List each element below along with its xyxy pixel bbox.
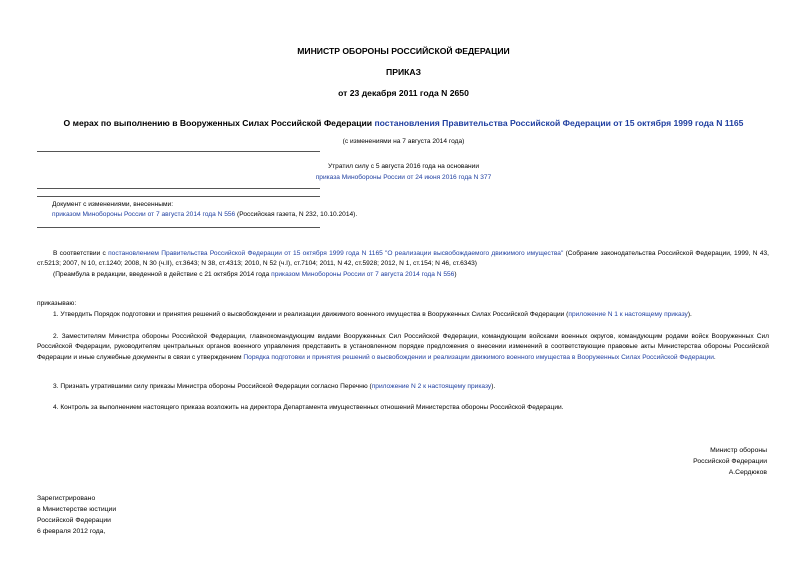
order-word: приказываю:	[37, 300, 77, 307]
divider	[37, 196, 320, 197]
document-type: ПРИКАЗ	[386, 67, 421, 77]
title-link[interactable]: постановления Правительства Российской Федерации от 15 октября 1999 года N 1165	[374, 118, 744, 128]
divider	[37, 151, 320, 152]
amendment-note: (с изменениями на 7 августа 2014 года)	[342, 138, 465, 145]
order-item-3	[53, 382, 495, 392]
changes-link[interactable]: приказом Минобороны России от 7 августа 2014 года N 556	[52, 211, 236, 218]
lost-force-status: Утратил силу с 5 августа 2016 года на основании	[327, 163, 480, 170]
document-title	[0, 118, 807, 128]
preamble-note-text: (Преамбула в редакции, введенной в действие с 21 октября 2014 года	[53, 271, 272, 278]
document-date: от 23 декабря 2011 года N 2650	[338, 88, 469, 98]
item-1-link[interactable]: приложение N 1 к настоящему приказу	[568, 311, 688, 318]
signature-name: А.Сердюков	[728, 469, 767, 476]
registration-line: в Министерстве юстиции	[37, 506, 117, 513]
preamble-decree-link[interactable]: постановлением Правительства Российской Федерации от 15 октября 1999 года N 1165 "О реализации высвобождаемого движимого имущества"	[108, 250, 564, 257]
order-item-4: 4. Контроль за выполнением настоящего приказа возложить на директора Департамента имущественных отношений Министерства обороны Российской Федерации.	[53, 404, 564, 411]
order-item-1	[53, 310, 769, 320]
item-3-link[interactable]: приложение N 2 к настоящему приказу	[371, 383, 492, 390]
signature-position: Министр обороны	[710, 447, 767, 454]
ministry-title: МИНИСТР ОБОРОНЫ РОССИЙСКОЙ ФЕДЕРАЦИИ	[297, 46, 510, 56]
order-item-2	[37, 332, 769, 363]
divider	[37, 227, 320, 228]
item-3-end: ).	[491, 383, 496, 390]
preamble-note-link[interactable]: приказом Минобороны России от 7 августа 2014 года N 556	[271, 271, 455, 278]
divider	[37, 188, 320, 189]
signature-country: Российской Федерации	[693, 458, 767, 465]
changes-label: Документ с изменениями, внесенными:	[52, 201, 174, 208]
changes-line	[52, 210, 357, 220]
item-1-text: 1. Утвердить Порядок подготовки и принятия решений о высвобождении и реализации движимого военного имущества в Вооруженных Силах Российской Федерации (	[53, 311, 569, 318]
changes-source: (Российская газета, N 232, 10.10.2014).	[235, 211, 358, 218]
registration-date: 6 февраля 2012 года,	[37, 528, 106, 535]
item-3-text: 3. Признать утратившими силу приказы Министра обороны Российской Федерации согласно Перечню (	[53, 383, 372, 390]
preamble-text: В соответствии с	[53, 250, 109, 257]
item-2-link[interactable]: Порядка подготовки и принятия решений о высвобождении и реализации движимого военного имущества в Вооруженных Силах Российской Федерации	[243, 353, 714, 361]
registration-line: Зарегистрировано	[37, 495, 96, 502]
signature-block	[693, 445, 767, 478]
registration-line: Российской Федерации	[37, 517, 111, 524]
preamble-text-source: (Собрание законодательства Российской Федерации, 1999, N 43, ст.5213; 2007, N 10, ст.1240; 2008, N 30 (ч.II), ст.3643; N 38, ст.4313; 2010, N 52 (ч.I), ст.7104; 2011, N 42, ст.5928; 2012, N 1, ст.154; N 46, ст.6343)	[37, 250, 769, 268]
preamble-paragraph	[37, 249, 769, 270]
item-1-end: ).	[687, 311, 692, 318]
item-2-end: .	[713, 353, 716, 361]
title-text: О мерах по выполнению в Вооруженных Силах Российской Федерации	[63, 118, 375, 128]
item-2-text: 2. Заместителям Министра обороны Российской Федерации, главнокомандующим видами Вооруженных Сил Российской Федерации, командующим войсками военных округов, командующим родами войск Вооруженных Сил Российской Федерации, руководителям центральных органов военного управления представить в установленном порядке предложения о внесении изменений в соответствующие правовые акты Министерства обороны Российской Федерации и иные служебные документы в связи с утверждением	[37, 333, 769, 361]
preamble-note-end: )	[454, 271, 457, 278]
lost-force-basis-link[interactable]: приказа Минобороны России от 24 июня 2016 года N 377	[315, 174, 492, 181]
registration-block	[37, 493, 116, 537]
preamble-note	[53, 270, 457, 280]
